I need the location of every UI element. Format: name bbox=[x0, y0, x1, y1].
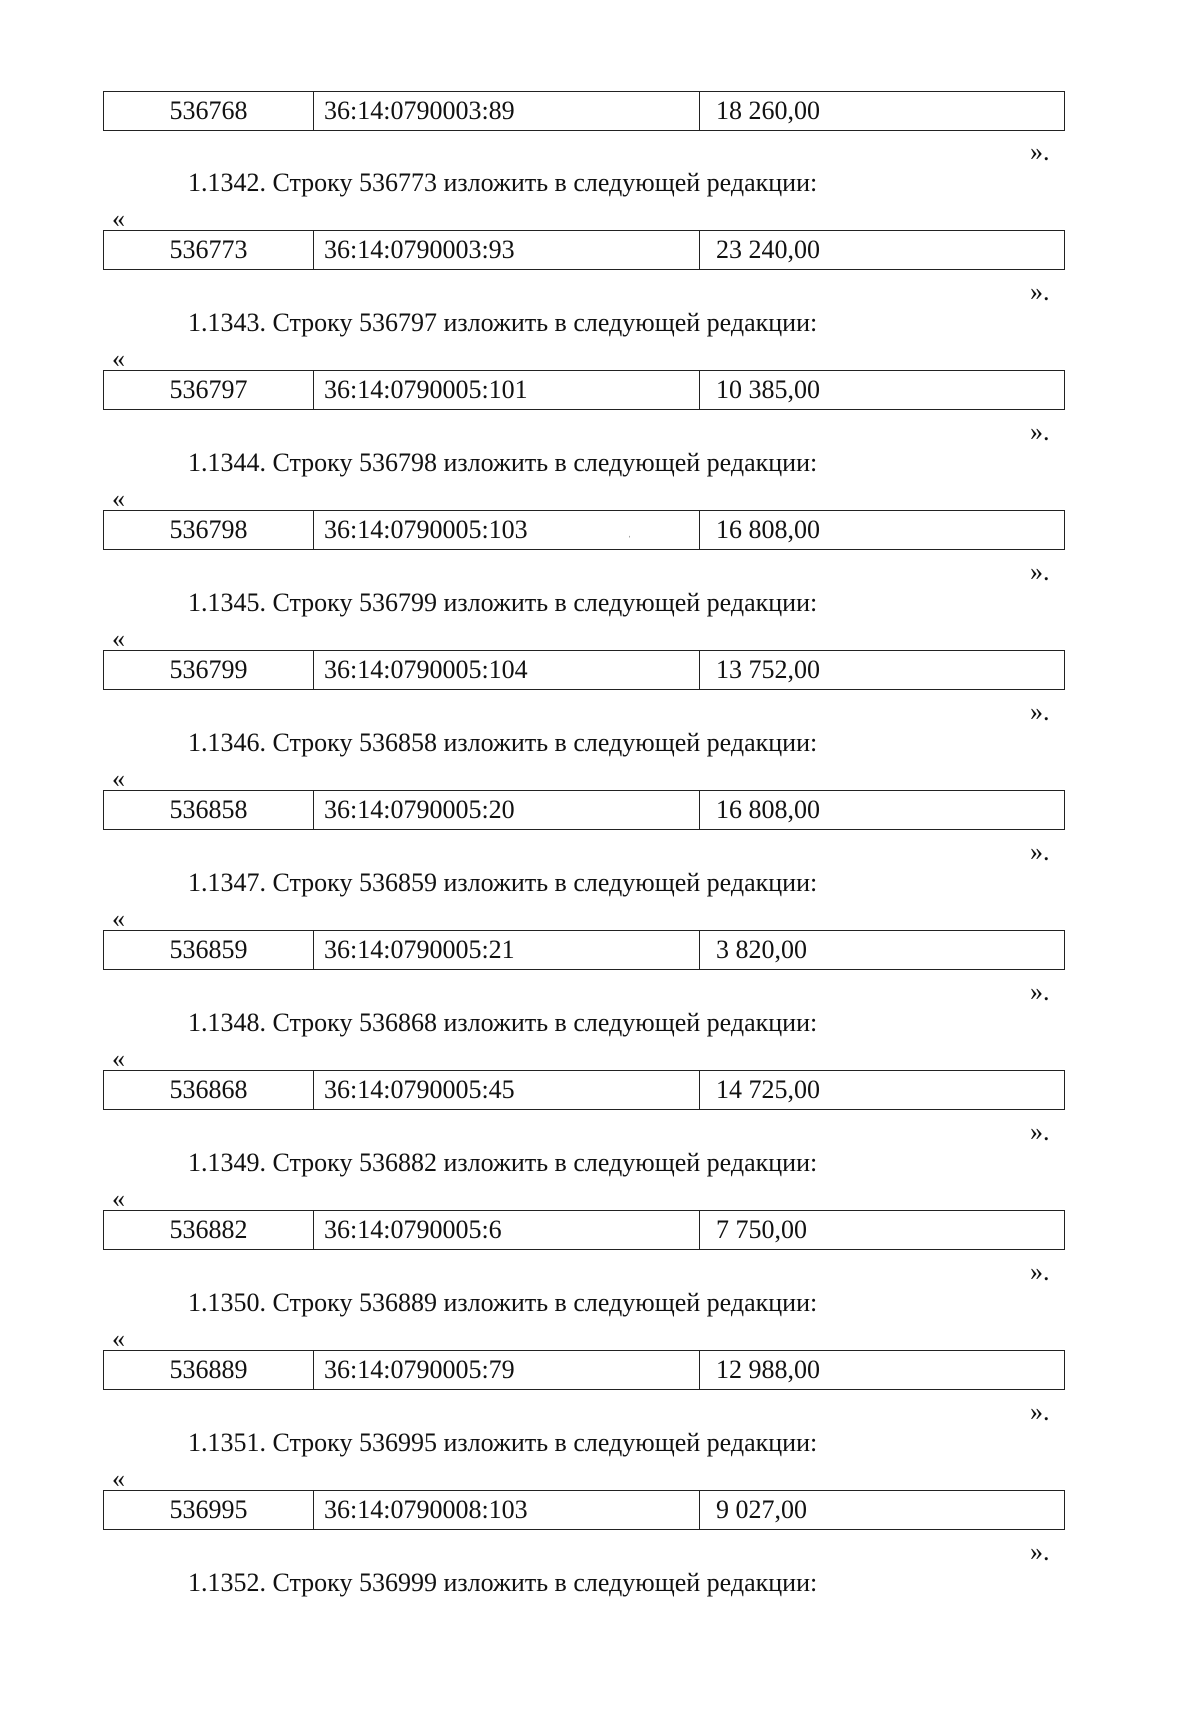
row-value: 12 988,00 bbox=[716, 1355, 820, 1384]
row-number: 536889 bbox=[104, 1351, 314, 1389]
row-value: 13 752,00 bbox=[716, 655, 820, 684]
row-value: 14 725,00 bbox=[716, 1075, 820, 1104]
table-row bbox=[103, 370, 1065, 410]
table-row bbox=[103, 930, 1065, 970]
row-number: 536995 bbox=[104, 1491, 314, 1529]
instruction-text: 1.1343. Строку 536797 изложить в следующей редакции: bbox=[188, 308, 818, 337]
cadastral-number: 36:14:0790003:89 bbox=[314, 92, 700, 130]
row-number: 536768 bbox=[104, 92, 314, 130]
row-number: 536797 bbox=[104, 371, 314, 409]
opening-quote: « bbox=[112, 764, 125, 793]
table-row bbox=[103, 790, 1065, 830]
row-number: 536799 bbox=[104, 651, 314, 689]
row-value: 7 750,00 bbox=[716, 1215, 807, 1244]
closing-quote: ». bbox=[1030, 1397, 1050, 1426]
cadastral-number: 36:14:0790003:93 bbox=[314, 231, 700, 269]
closing-quote: ». bbox=[1030, 837, 1050, 866]
row-number: 536859 bbox=[104, 931, 314, 969]
closing-quote: ». bbox=[1030, 697, 1050, 726]
closing-quote: ». bbox=[1030, 137, 1050, 166]
table-row bbox=[103, 650, 1065, 690]
cadastral-number: 36:14:0790008:103 bbox=[314, 1491, 700, 1529]
instruction-text: 1.1342. Строку 536773 изложить в следующей редакции: bbox=[188, 168, 818, 197]
row-value: 10 385,00 bbox=[716, 375, 820, 404]
table-row bbox=[103, 230, 1065, 270]
cadastral-number: 36:14:0790005:6 bbox=[314, 1211, 700, 1249]
closing-quote: ». bbox=[1030, 557, 1050, 586]
table-row bbox=[103, 1070, 1065, 1110]
closing-quote: ». bbox=[1030, 1537, 1050, 1566]
instruction-text: 1.1350. Строку 536889 изложить в следующей редакции: bbox=[188, 1288, 818, 1317]
cadastral-number: 36:14:0790005:104 bbox=[314, 651, 700, 689]
instruction-text: 1.1352. Строку 536999 изложить в следующей редакции: bbox=[188, 1568, 818, 1597]
opening-quote: « bbox=[112, 484, 125, 513]
row-value: 16 808,00 bbox=[716, 795, 820, 824]
scan-speck: ˌ bbox=[628, 527, 632, 538]
opening-quote: « bbox=[112, 1184, 125, 1213]
cadastral-number: 36:14:0790005:45 bbox=[314, 1071, 700, 1109]
table-row bbox=[103, 91, 1065, 131]
table-row bbox=[103, 1210, 1065, 1250]
row-value: 9 027,00 bbox=[716, 1495, 807, 1524]
closing-quote: ». bbox=[1030, 417, 1050, 446]
cadastral-number: 36:14:0790005:20 bbox=[314, 791, 700, 829]
cadastral-number: 36:14:0790005:21 bbox=[314, 931, 700, 969]
instruction-text: 1.1347. Строку 536859 изложить в следующей редакции: bbox=[188, 868, 818, 897]
opening-quote: « bbox=[112, 344, 125, 373]
cadastral-number: 36:14:0790005:103 bbox=[314, 511, 700, 549]
row-number: 536798 bbox=[104, 511, 314, 549]
row-number: 536882 bbox=[104, 1211, 314, 1249]
opening-quote: « bbox=[112, 204, 125, 233]
table-row bbox=[103, 1350, 1065, 1390]
opening-quote: « bbox=[112, 1044, 125, 1073]
opening-quote: « bbox=[112, 624, 125, 653]
closing-quote: ». bbox=[1030, 1257, 1050, 1286]
table-row bbox=[103, 510, 1065, 550]
row-value: 16 808,00 bbox=[716, 515, 820, 544]
instruction-text: 1.1346. Строку 536858 изложить в следующей редакции: bbox=[188, 728, 818, 757]
closing-quote: ». bbox=[1030, 977, 1050, 1006]
row-number: 536858 bbox=[104, 791, 314, 829]
opening-quote: « bbox=[112, 1464, 125, 1493]
row-number: 536868 bbox=[104, 1071, 314, 1109]
cadastral-number: 36:14:0790005:101 bbox=[314, 371, 700, 409]
row-value: 23 240,00 bbox=[716, 235, 820, 264]
instruction-text: 1.1345. Строку 536799 изложить в следующей редакции: bbox=[188, 588, 818, 617]
table-row bbox=[103, 1490, 1065, 1530]
instruction-text: 1.1351. Строку 536995 изложить в следующей редакции: bbox=[188, 1428, 818, 1457]
row-number: 536773 bbox=[104, 231, 314, 269]
opening-quote: « bbox=[112, 904, 125, 933]
row-value: 18 260,00 bbox=[716, 96, 820, 125]
instruction-text: 1.1344. Строку 536798 изложить в следующей редакции: bbox=[188, 448, 818, 477]
instruction-text: 1.1349. Строку 536882 изложить в следующей редакции: bbox=[188, 1148, 818, 1177]
closing-quote: ». bbox=[1030, 1117, 1050, 1146]
closing-quote: ». bbox=[1030, 277, 1050, 306]
instruction-text: 1.1348. Строку 536868 изложить в следующей редакции: bbox=[188, 1008, 818, 1037]
opening-quote: « bbox=[112, 1324, 125, 1353]
row-value: 3 820,00 bbox=[716, 935, 807, 964]
cadastral-number: 36:14:0790005:79 bbox=[314, 1351, 700, 1389]
